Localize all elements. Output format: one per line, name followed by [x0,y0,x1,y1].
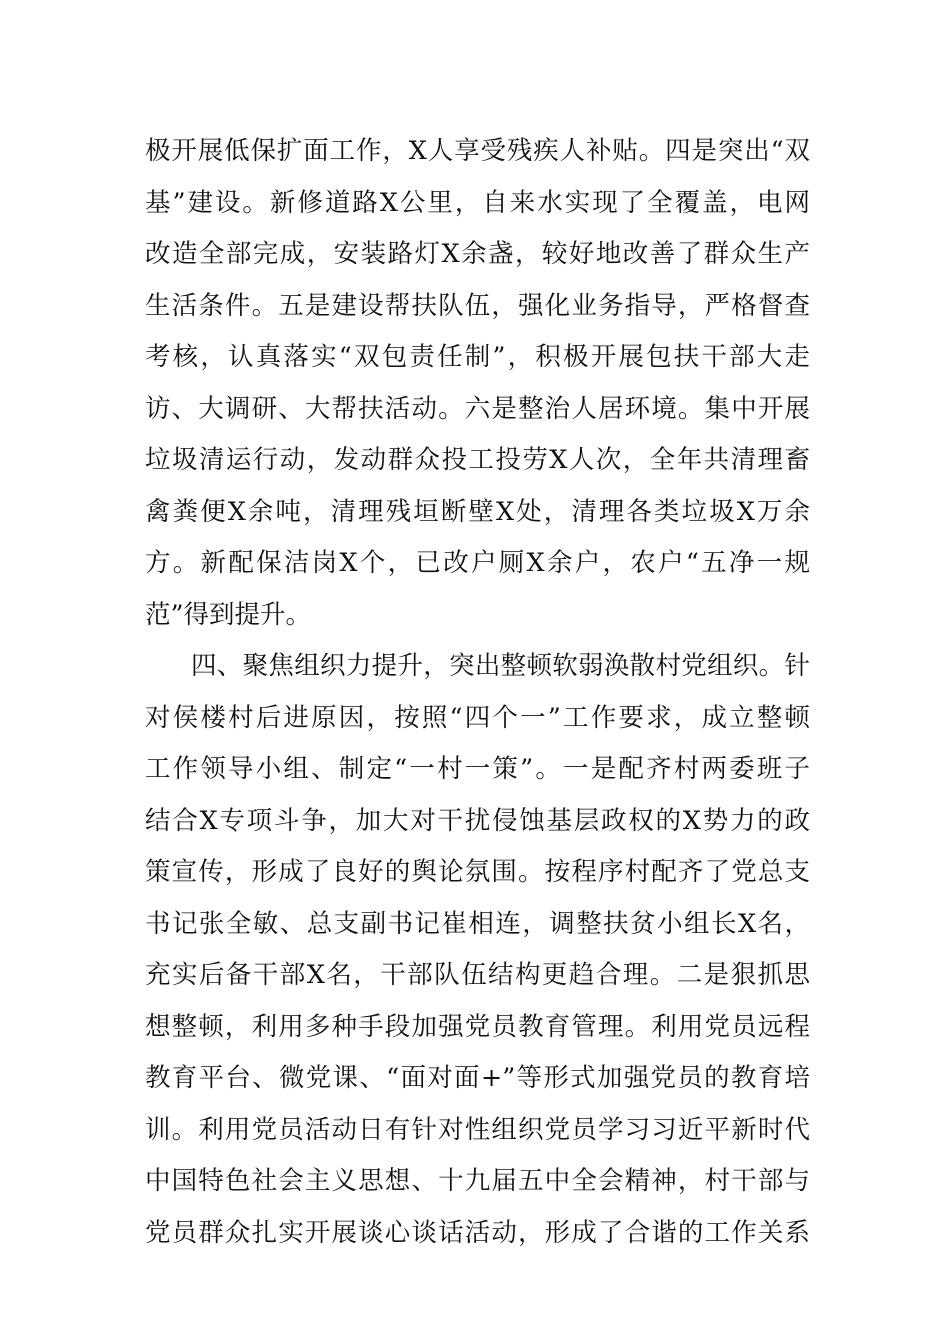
text-line: 训。利用党员活动日有针对性组织党员学习习近平新时代 [145,1114,810,1145]
text-line: 党员群众扎实开展谈心谈话活动，形成了合谐的工作关系 [145,1217,810,1248]
text-line: 基”建设。新修道路X公里，自来水实现了全覆盖，电网 [145,187,810,218]
text-line: 生活条件。五是建设帮扶队伍，强化业务指导，严格督查 [145,290,810,321]
paragraph-heading-line: 四、聚焦组织力提升，突出整顿软弱涣散村党组织。针 [191,651,810,681]
text-line: 禽粪便X余吨，清理残垣断壁X处，清理各类垃圾X万余 [145,496,810,527]
text-line: 考核，认真落实“双包责任制”，积极开展包扶干部大走 [145,342,810,372]
text-line: 中国特色社会主义思想、十九届五中全会精神，村干部与 [145,1166,810,1196]
text-line: 范”得到提升。 [145,599,312,630]
text-line: 教育平台、微党课、“面对面+”等形式加强党员的教育培 [145,1063,810,1093]
text-line: 访、大调研、大帮扶活动。六是整治人居环境。集中开展 [145,393,810,424]
text-line: 工作领导小组、制定“一村一策”。一是配齐村两委班子 [145,754,810,784]
text-line: 策宣传，形成了良好的舆论氛围。按程序村配齐了党总支 [145,857,810,887]
text-line: 改造全部完成，安装路灯X余盏，较好地改善了群众生产 [145,239,810,269]
text-line: 充实后备干部X名，干部队伍结构更趋合理。二是狠抓思 [145,960,810,990]
text-line: 结合X专项斗争，加大对干扰侵蚀基层政权的X势力的政 [145,805,810,836]
text-line: 书记张全敏、总支副书记崔相连，调整扶贫小组长X名， [145,908,810,939]
text-line: 想整顿，利用多种手段加强党员教育管理。利用党员远程 [145,1011,810,1042]
document-body [145,126,810,1259]
text-line: 极开展低保扩面工作，X人享受残疾人补贴。四是突出“双 [145,136,810,166]
text-line: 方。新配保洁岗X个，已改户厕X余户，农户“五净一规 [145,548,810,578]
text-line: 垃圾清运行动，发动群众投工投劳X人次，全年共清理畜 [145,445,810,475]
text-line: 对侯楼村后进原因，按照“四个一”工作要求，成立整顿 [145,702,810,733]
